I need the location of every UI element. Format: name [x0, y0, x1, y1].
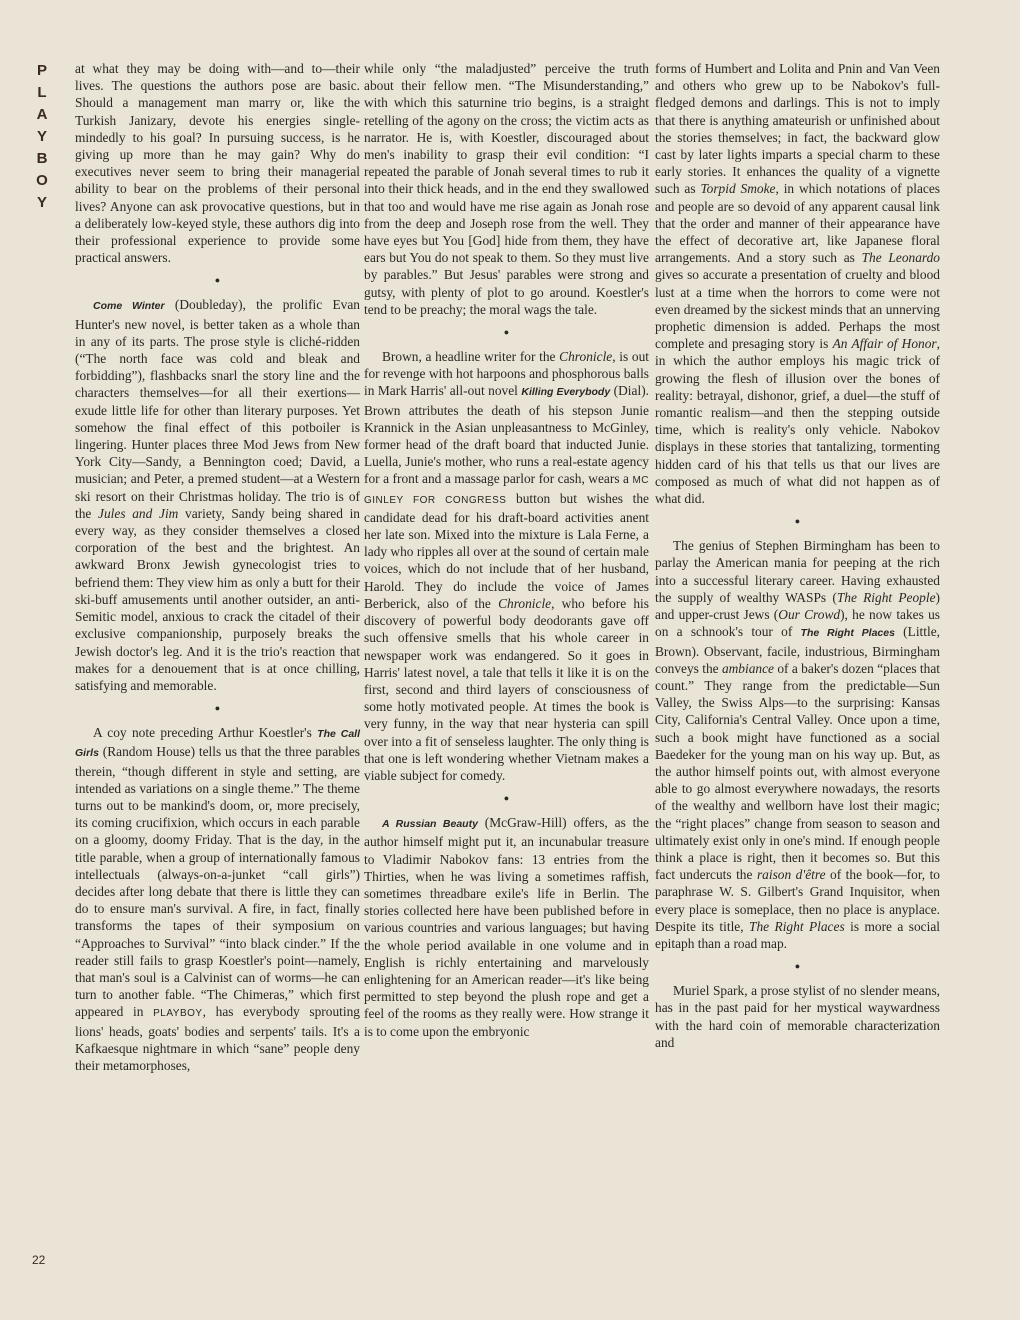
story-title: An Affair of Honor	[832, 336, 937, 352]
column-1	[75, 60, 360, 1074]
story-title: The Leonardo	[861, 250, 941, 266]
paragraph: at what they may be doing with—and to—their lives. The questions the authors pose are basic. Should a management man marry or, like the Turkish Janizary, devote his energies single-mindedly to his goal? In pursuing success, is he giving up more than he may gain? Why do executives never seem to bring their managerial ability to bear on the problems of their personal lives? Anyone can ask provocative questions, but in a deliberately low-keyed style, these authors dig into their professional experience to provide some practical answers.	[75, 61, 360, 266]
paragraph: forms of Humbert and Lolita and Pnin and Van Veen and others who grew up to be Nabokov's full-fledged demons and darlings. This is not to imply that there is anything amateurish or unfinished about the stories themselves; in fact, the backward glow cast by later lights imparts a special charm to these early stories. It enhances the quality of a vignette such as Torpid Smoke, in which notations of places and people are so devoid of any apparent causal link that the order and manner of their appearance have the effect of decorative art, like Japanese floral arrangements. And a story such as The Leonardo gives so accurate a presentation of cruelty and blood lust at a time when the horrors to come were not even dreamed by the sickest minds that an unnerving prophetic dimension is added. Perhaps the most complete and presaging story is An Affair of Honor, in which the author employs his magic trick of growing the flesh of illusion over the bones of reality: betrayal, dishonor, grief, a duel—the stuff of romantic realism—and then the stepping outside time, which is reality's only vehicle. Nabokov displays in these stories that tantalizing, tormenting hidden card of his that tells us that our lives are composed as much of what did not happen as of what did.	[655, 61, 941, 507]
section-separator: ●	[794, 961, 801, 972]
running-head-letter: Y	[36, 194, 47, 211]
column-2	[364, 60, 649, 1040]
running-head-letter: L	[37, 84, 47, 101]
running-head-letter: A	[36, 106, 48, 123]
running-head-letter: Y	[36, 128, 47, 145]
section-separator: ●	[794, 516, 801, 527]
book-title: A Russian Beauty	[382, 818, 478, 831]
paragraph: The genius of Stephen Birmingham has been to parlay the American mania for peeping at the rich into a successful literary career. Having exhausted the supply of wealthy WASPs (The Right People) and upper-crust Jews (Our Crowd), he now takes us on a schnook's tour of The Right Places (Little, Brown). Observant, facile, industrious, Birmingham conveys the ambiance of a baker's dozen “places that count.” They range from the predictable—Sun Valley, the Swiss Alps—to the surprising: Kansas City, California's Central Valley. Once upon a time, such a book might have functioned as a social Baedeker for the young man on his way up. But, as the author himself points out, with almost everyone able to go almost everywhere nowadays, the resorts of the wealthy and wellborn have lost their magic; the “right places” change from season to season and ultimately exist only in one's mind. If enough people think a place is right, then it becomes so. But this fact undercuts the raison d'être of the book—for, to paraphrase W. S. Gilbert's Grand Inquisitor, when every place is someplace, then no place is anyplace. Despite its title, The Right Places is more a social epitaph than a road map.	[655, 538, 940, 951]
paragraph: A Russian Beauty (McGraw-Hill) offers, as the author himself might put it, an incunabular treasure to Vladimir Nabokov fans: 13 entries from the Thirties, when he was living a sometimes raffish, sometimes threadbare exile's life in Berlin. The stories collected here have been published before in various countries and various languages; but having the whole period available in one volume and in English is richly entertaining and marvelously enlightening for an American reader—it's like being permitted to step beyond the plush rope and get a feel of the rooms as they really were. How strange it is to come upon the embryonic	[364, 815, 650, 1039]
section-separator: ●	[503, 327, 510, 338]
section-separator: ●	[214, 703, 221, 714]
paragraph: Brown, a headline writer for the Chronicle, is out for revenge with hot harpoons and phosphorous balls in Mark Harris' all-out novel Killing Everybody (Dial). Brown attributes the death of his stepson Junie Krannick in the Asian unpleasantness to McGinley, former head of the draft board that inducted Junie. Luella, Junie's mother, who runs a real-estate agency for a front and a massage parlor for cash, wears a MC GINLEY FOR CONGRESS button but wishes the candidate dead for his draft-board activities anent her late son. Mixed into the mixture is Lala Ferne, a lady who ripples all over at the sound of certain male voices, which do not include that of her husband, Harold. They do include the voice of James Berberick, also of the Chronicle, who before his discovery of powerful body deodorants gave off such offensive smells that his whole career in newspaper work was endangered. So it goes in Harris' latest novel, a tale that tells it like it is on the first, second and third layers of consciousness of some hotly motivated people. At times the book is very funny, in the way that near hysteria can spill over into a fit of senseless laughter. The only thing is that one is left wondering whether Vietnam makes a viable subject for comedy.	[364, 349, 649, 783]
section-separator: ●	[214, 275, 221, 286]
paragraph: Muriel Spark, a prose stylist of no slender means, has in the past paid for her mystical waywardness with the hard coin of memorable characterization and	[655, 983, 940, 1050]
paragraph: while only “the maladjusted” perceive the truth about their fellow men. “The Misunderstanding,” with which this saturnine trio begins, is a straight retelling of the agony on the cross; the victim acts as narrator. He is, with Koestler, discouraged about men's inability to grasp their evil condition: “I repeated the parable of Jonah several times to rub it into their thick heads, and in the end they swallowed that too and would have me rise again as Jonah rose from the deep and Joseph rose from the well. They have eyes but You [God] hide from them, they have ears but You do not speak to them. So they must live by parables.” But Jesus' parables were strong and gutsy, with plenty of plot to go around. Koestler's tend to be preachy; the moral wags the tale.	[364, 61, 649, 317]
running-head-letter: O	[36, 172, 48, 189]
running-head-playboy	[30, 60, 54, 214]
running-head-letter: B	[36, 150, 48, 167]
column-3	[655, 60, 940, 1051]
button-slogan: MC GINLEY FOR CONGRESS	[364, 475, 649, 506]
story-title: Torpid Smoke	[700, 181, 776, 197]
section-separator: ●	[503, 793, 510, 804]
book-title: The Right Places	[800, 627, 895, 640]
paragraph: Come Winter (Doubleday), the prolific Evan Hunter's new novel, is better taken as a whole than in any of its parts. The prose style is cliché-ridden (“The north face was cold and bleak and forbidding”), flashbacks snarl the story line and the characters themselves—for all their exertions—exude little life for other than literary purposes. Yet somehow the final effect of this potboiler is lingering. Hunter places three Mod Jews from New York City—Sandy, a Bennington coed; David, a musician; and Peter, a premed student—at a Western ski resort on their Christmas holiday. The trio is of the Jules and Jim variety, Sandy being shared in every way, as they consider themselves a closed corporation of the best and the brightest. An awkward Bronx Jewish gynecologist tries to befriend them: They view him as only a butt for their ski-buff amusements until another outsider, an anti-Semitic model, anxious to crack the citadel of their exclusive companionship, purposely breaks the Jewish doctor's leg. And it is the trio's reaction that makes for a denouement that is at once chilling, satisfying and memorable.	[75, 297, 360, 693]
paragraph: A coy note preceding Arthur Koestler's The Call Girls (Random House) tells us that the three parables therein, “though different in style and setting, are intended as variations on a single theme.” The theme turns out to be mankind's doom, or, more precisely, its coming crucifixion, which occurs in each parable on a gloomy, doomy Friday. That is the day, in the title parable, when a group of internationally famous intellectuals (always-on-a-junket “call girls”) decides after long debate that there is little they can do to ensure man's survival. A fire, in fact, finally transforms the tapes of their symposium on “Approaches to Survival” “into black cinder.” If the reader still fails to grasp Koestler's point—namely, that man's soul is a Calvinist can of worms—he can turn to another fable. “The Chimeras,” which first appeared in PLAYBOY, has everybody sprouting lions' heads, goats' bodies and serpents' tails. It's a Kafkaesque nightmare in which “sane” people deny their metamorphoses,	[75, 725, 360, 1073]
running-head-letter: P	[36, 62, 47, 79]
magazine-name: PLAYBOY	[153, 1008, 203, 1020]
book-title: Come Winter	[93, 300, 165, 313]
book-title: Killing Everybody	[521, 386, 611, 399]
book-title: The Call Girls	[75, 728, 360, 760]
book-title: Jules and Jim	[98, 505, 179, 521]
page-number: 22	[32, 1253, 46, 1267]
